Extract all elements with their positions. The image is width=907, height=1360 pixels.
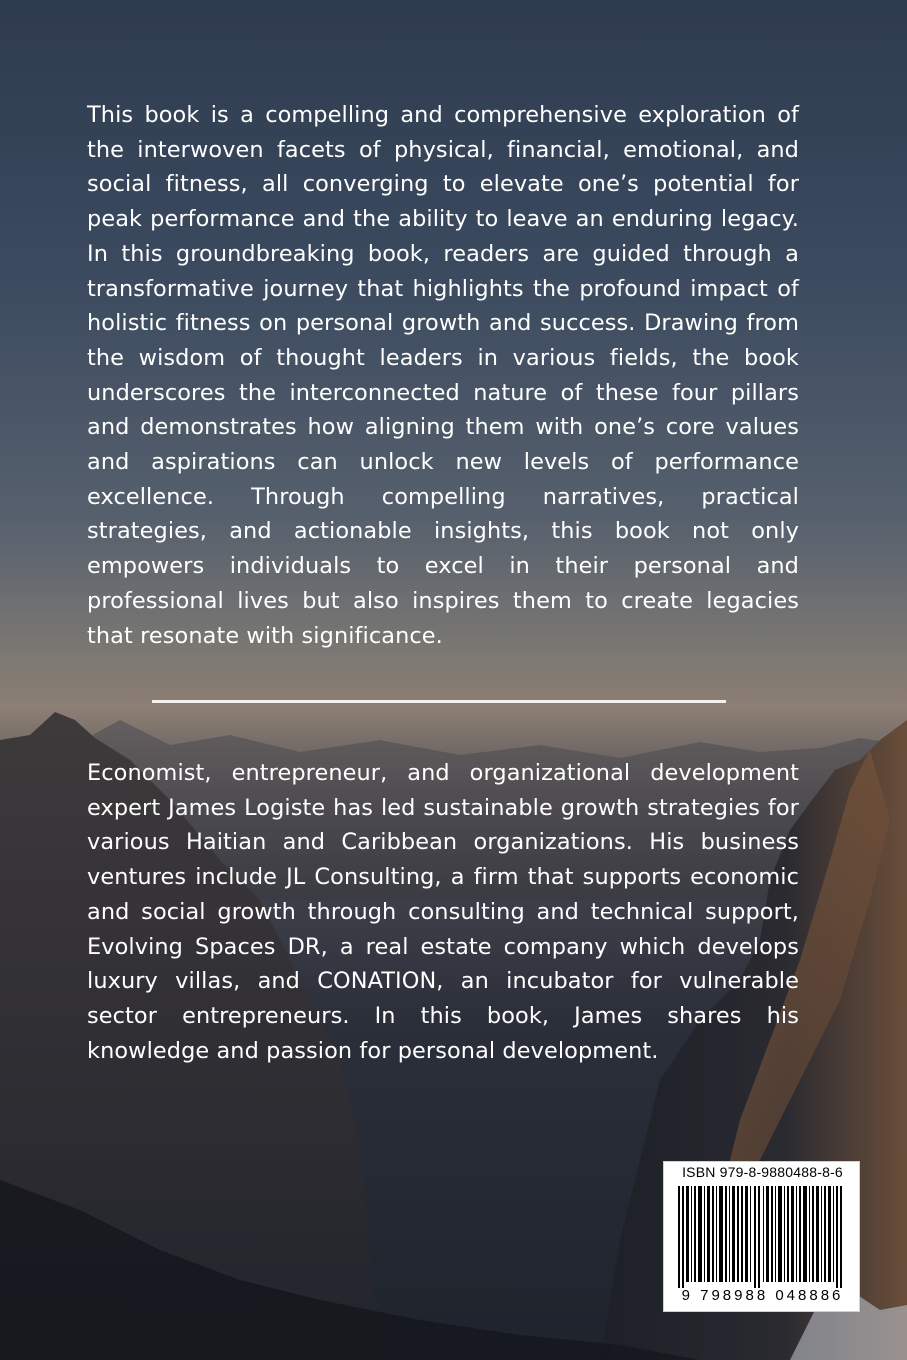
barcode-digits: 9 798988 048886 [681,1287,844,1304]
book-description [87,98,799,653]
author-bio [87,756,799,1068]
section-divider [152,700,726,703]
book-description-text: This book is a compelling and comprehensive exploration of the interwoven facets of physical, financial, emotional, and social fitness, all converging to elevate one’s potential for peak performance and the ability to leave an enduring legacy. In this groundbreaking book, readers are guided through a transformative journey that highlights the profound impact of holistic fitness on personal growth and success. Drawing from the wisdom of thought leaders in various fields, the book underscores the interconnected nature of these four pillars and demonstrates how aligning them with one’s core values and aspirations can unlock new levels of performance excellence. Through compelling narratives, practical strategies, and actionable insights, this book not only empowers individuals to excel in their personal and professional lives but also inspires them to create legacies that resonate with significance. [87,102,799,649]
isbn-label: ISBN 979-8-9880488-8-6 [682,1164,843,1180]
barcode-bars [678,1186,847,1288]
author-bio-text: Economist, entrepreneur, and organizational development expert James Logiste has led sustainable growth strategies for various Haitian and Caribbean organizations. His business ventures include JL Consulting, a firm that supports economic and social growth through consulting and technical support, Evolving Spaces DR, a real estate company which develops luxury villas, and CONATION, an incubator for vulnerable sector entrepreneurs. In this book, James shares his knowledge and passion for personal development. [87,760,799,1064]
isbn-barcode [663,1161,860,1312]
